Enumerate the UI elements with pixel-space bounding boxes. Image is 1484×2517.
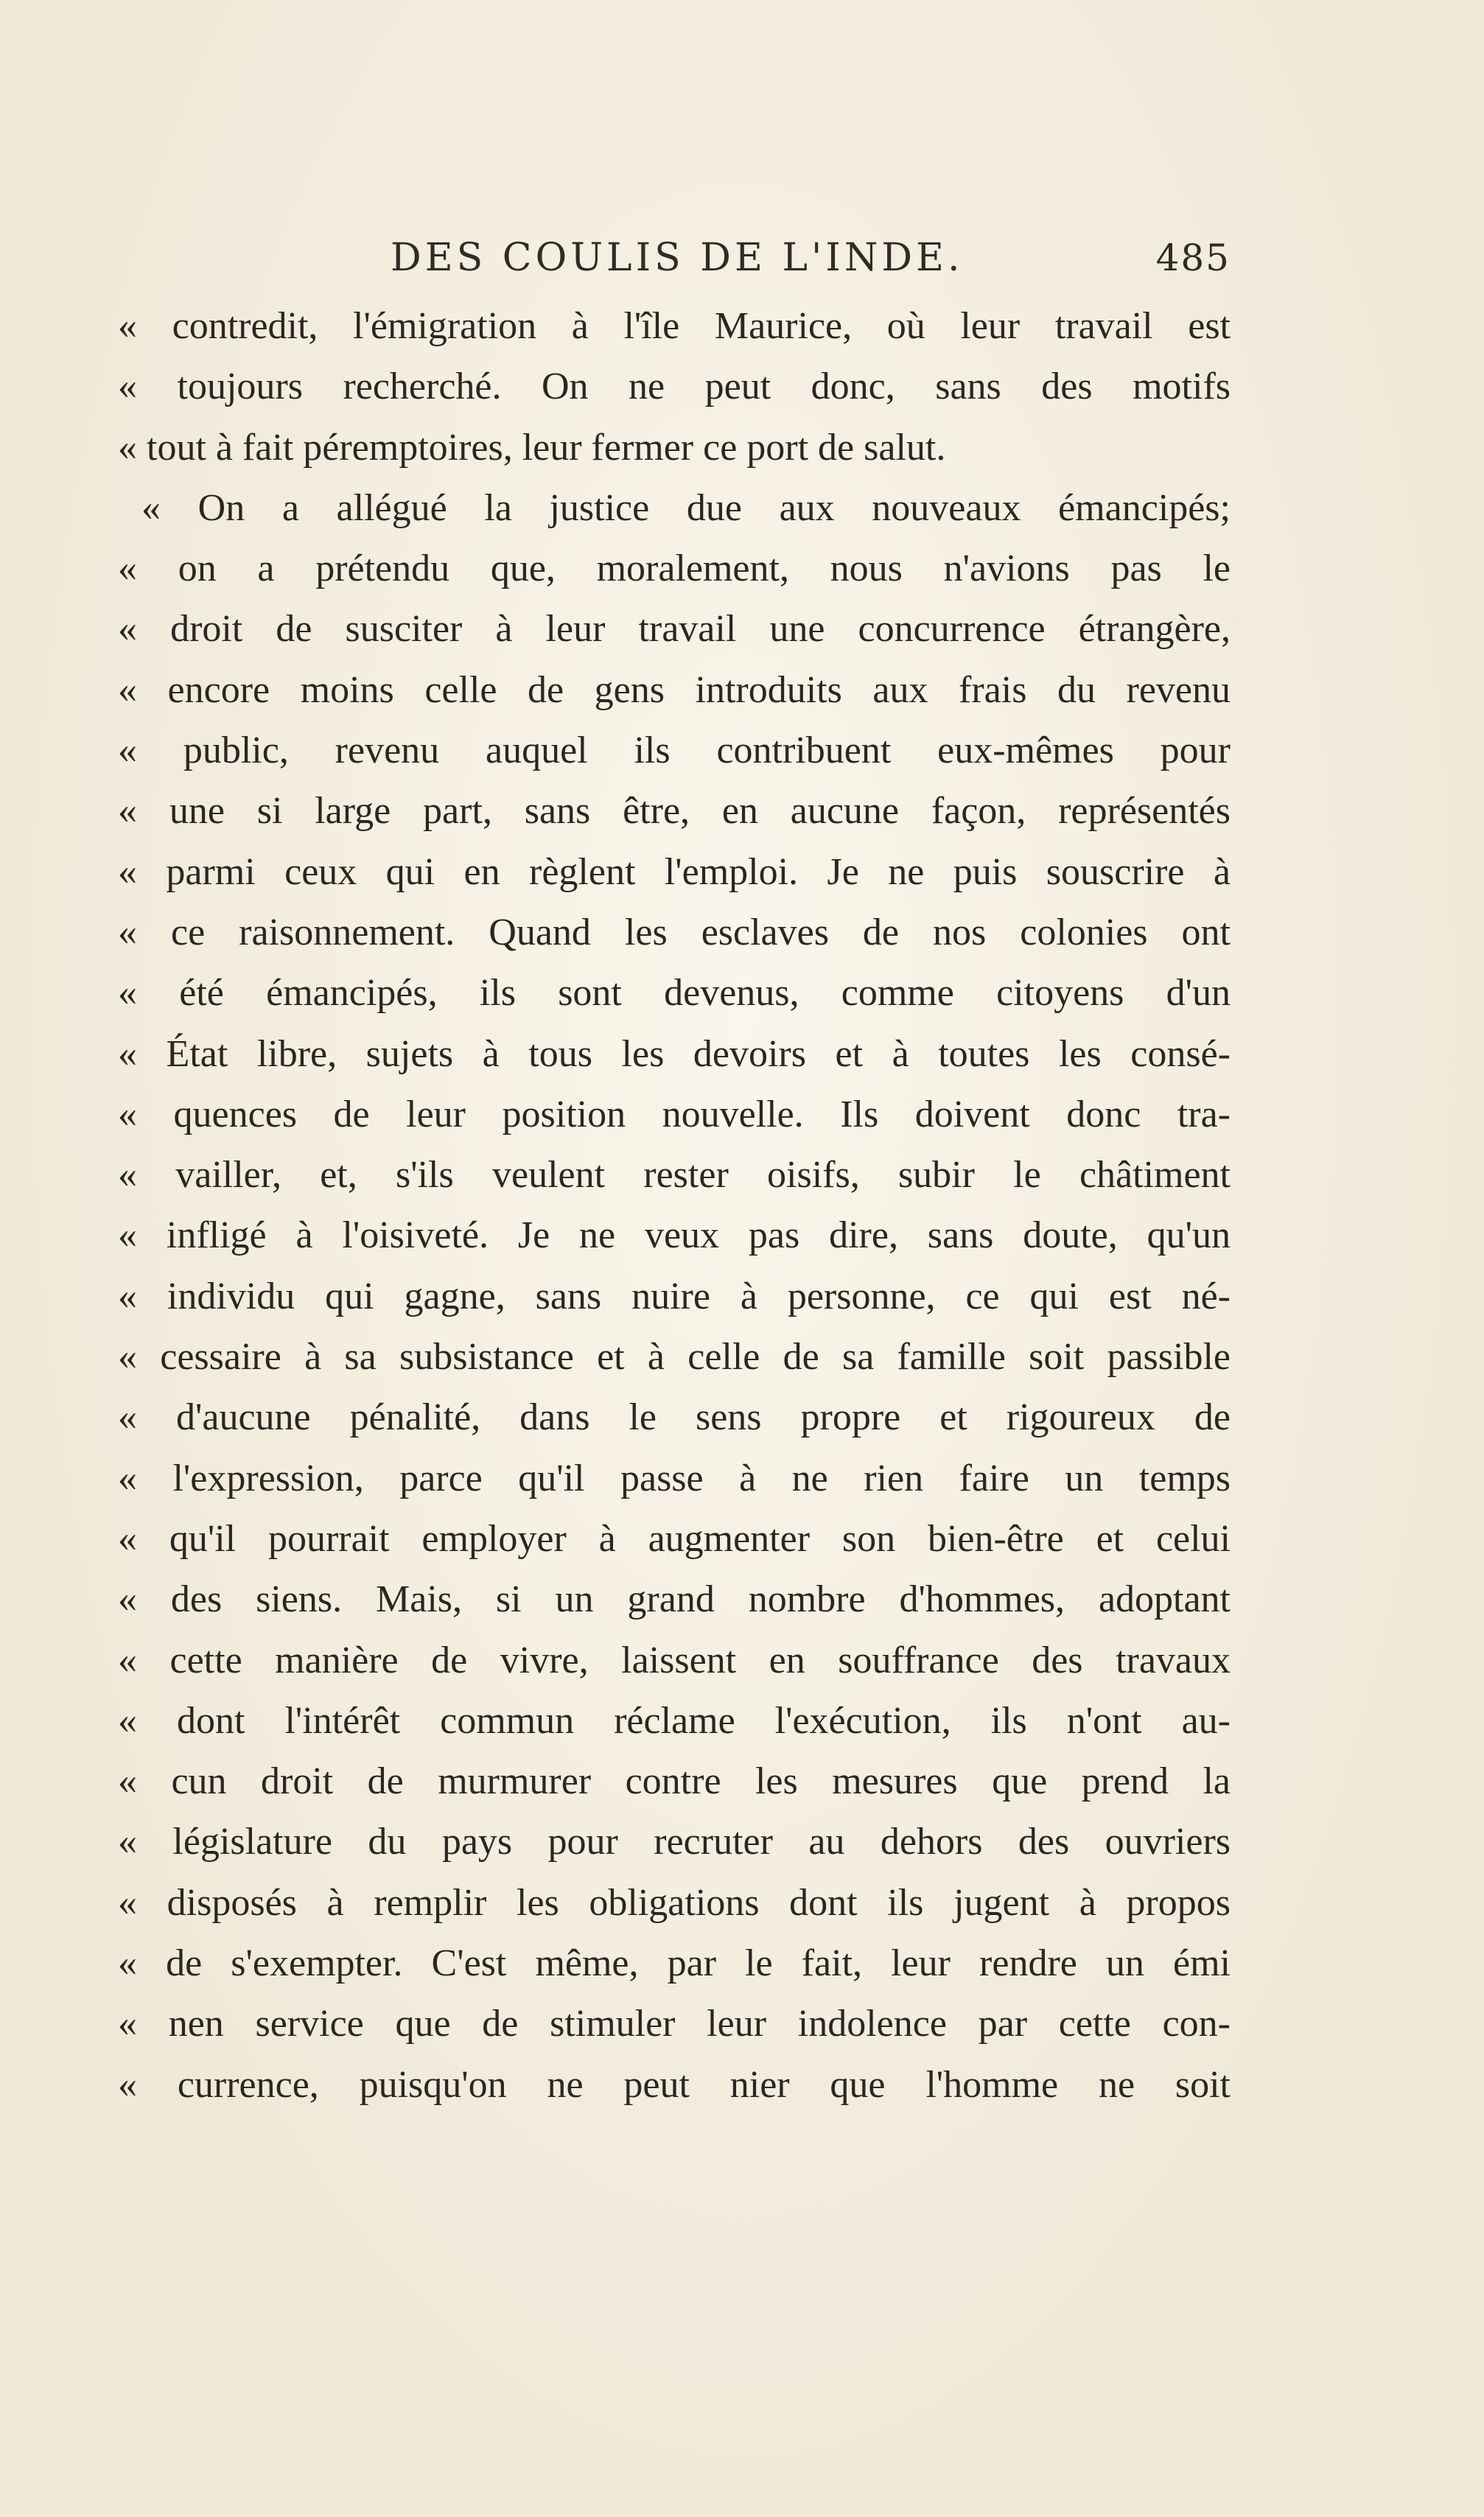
text-line: « une si large part, sans être, en aucune façon, représentés <box>118 790 1231 833</box>
text-line: « été émancipés, ils sont devenus, comme citoyens d'un <box>118 972 1231 1015</box>
page-header <box>391 228 1231 287</box>
text-line: « des siens. Mais, si un grand nombre d'hommes, adoptant <box>118 1578 1231 1621</box>
text-line: « nen service que de stimuler leur indolence par cette con- <box>118 2003 1231 2045</box>
page-number: 485 <box>1155 237 1231 279</box>
text-line: « toujours recherché. On ne peut donc, sans des motifs <box>118 365 1231 408</box>
text-line: « cette manière de vivre, laissent en souffrance des travaux <box>118 1639 1231 1681</box>
text-line: « infligé à l'oisiveté. Je ne veux pas dire, sans doute, qu'un <box>118 1214 1231 1257</box>
text-line: « public, revenu auquel ils contribuent eux-mêmes pour <box>118 729 1231 772</box>
text-line: « cessaire à sa subsistance et à celle de sa famille soit passible <box>118 1336 1231 1379</box>
text-line: « d'aucune pénalité, dans le sens propre et rigoureux de <box>118 1396 1231 1439</box>
text-line: « on a prétendu que, moralement, nous n'avions pas le <box>118 547 1231 590</box>
text-line: « de s'exempter. C'est même, par le fait, leur rendre un émi <box>118 1942 1231 1985</box>
text-line: « législature du pays pour recruter au dehors des ouvriers <box>118 1821 1231 1863</box>
text-line: « parmi ceux qui en règlent l'emploi. Je ne puis souscrire à <box>118 850 1231 893</box>
text-line: « On a allégué la justice due aux nouveaux émancipés; <box>141 486 1231 529</box>
text-line: « l'expression, parce qu'il passe à ne rien faire un temps <box>118 1457 1231 1499</box>
text-line: « contredit, l'émigration à l'île Maurice, où leur travail est <box>118 305 1231 347</box>
text-line: « vailler, et, s'ils veulent rester oisifs, subir le châtiment <box>118 1154 1231 1197</box>
text-line: « tout à fait péremptoires, leur fermer ce port de salut. <box>118 426 946 469</box>
running-title: DES COULIS DE L'INDE. <box>391 236 964 280</box>
text-line: « encore moins celle de gens introduits aux frais du revenu <box>118 668 1231 711</box>
text-line: « individu qui gagne, sans nuire à personne, ce qui est né- <box>118 1275 1231 1317</box>
text-line: « droit de susciter à leur travail une concurrence étrangère, <box>118 608 1231 651</box>
text-line: « État libre, sujets à tous les devoirs et à toutes les consé- <box>118 1032 1231 1075</box>
body-text <box>118 296 1231 2115</box>
text-line: « ce raisonnement. Quand les esclaves de nos colonies ont <box>118 911 1231 953</box>
text-line: « currence, puisqu'on ne peut nier que l'homme ne soit <box>118 2063 1231 2106</box>
text-line: « disposés à remplir les obligations dont ils jugent à propos <box>118 1881 1231 1924</box>
text-line: « qu'il pourrait employer à augmenter son bien-être et celui <box>118 1517 1231 1560</box>
text-line: « quences de leur position nouvelle. Ils doivent donc tra- <box>118 1093 1231 1135</box>
text-line: « cun droit de murmurer contre les mesures que prend la <box>118 1760 1231 1803</box>
text-line: « dont l'intérêt commun réclame l'exécution, ils n'ont au- <box>118 1699 1231 1742</box>
